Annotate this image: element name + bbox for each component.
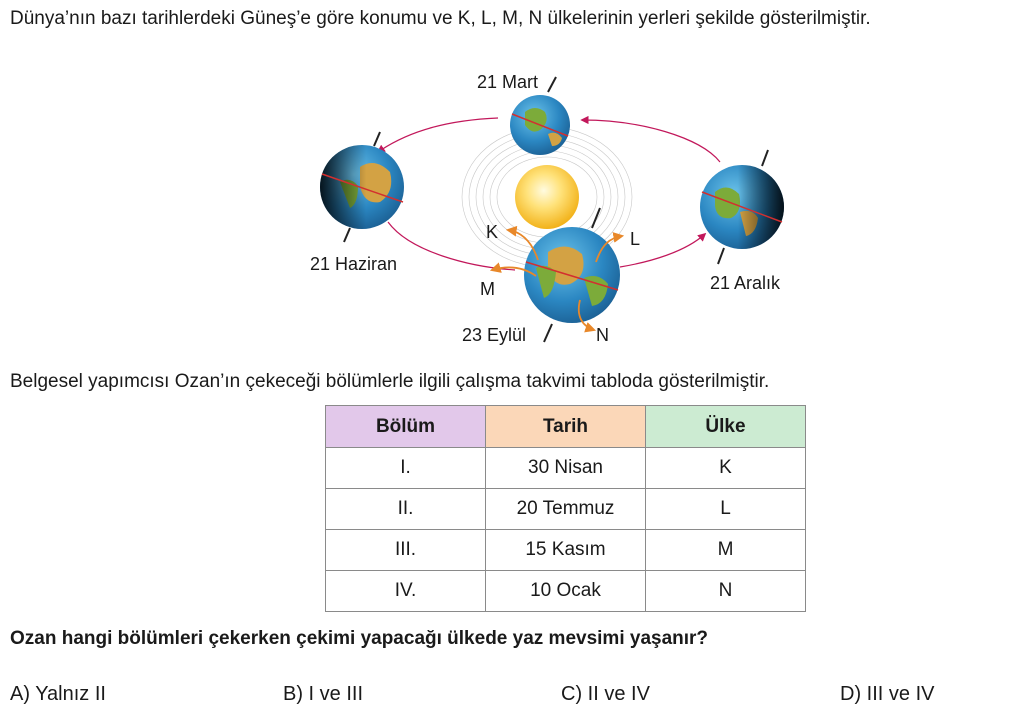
cell-ulke: N — [646, 571, 806, 612]
schedule-table — [325, 405, 806, 612]
cell-ulke: K — [646, 448, 806, 489]
sun — [515, 165, 579, 229]
label-l: L — [630, 229, 641, 249]
label-m: M — [480, 279, 495, 299]
option-a[interactable]: A) Yalnız II — [10, 683, 106, 705]
intro-text: Dünya’nın bazı tarihlerdeki Güneş’e göre konumu ve K, L, M, N ülkelerinin yerleri şekilde gösterilmiştir. — [10, 8, 871, 29]
label-21-aralik: 21 Aralık — [710, 273, 781, 293]
table-row — [326, 571, 806, 612]
table-header-row — [326, 406, 806, 448]
label-k: K — [486, 222, 499, 242]
cell-bolum: II. — [326, 489, 486, 530]
cell-ulke: L — [646, 489, 806, 530]
cell-tarih: 15 Kasım — [486, 530, 646, 571]
option-d[interactable]: D) III ve IV — [840, 683, 935, 705]
header-tarih: Tarih — [486, 406, 646, 448]
cell-bolum: I. — [326, 448, 486, 489]
header-bolum: Bölüm — [326, 406, 486, 448]
cell-ulke: M — [646, 530, 806, 571]
label-21-mart: 21 Mart — [477, 72, 539, 92]
earth-eylul — [524, 208, 620, 342]
option-b[interactable]: B) I ve III — [283, 683, 364, 705]
question-text: Ozan hangi bölümleri çekerken çekimi yapacağı ülkede yaz mevsimi yaşanır? — [10, 628, 709, 649]
cell-tarih: 20 Temmuz — [486, 489, 646, 530]
table-row — [326, 489, 806, 530]
header-ulke: Ülke — [646, 406, 806, 448]
schedule-intro-text: Belgesel yapımcısı Ozan’ın çekeceği bölümlerle ilgili çalışma takvimi tabloda gösterilmiştir. — [10, 371, 770, 392]
cell-tarih: 10 Ocak — [486, 571, 646, 612]
cell-bolum: III. — [326, 530, 486, 571]
earth-aralik — [700, 150, 784, 264]
cell-bolum: IV. — [326, 571, 486, 612]
option-c[interactable]: C) II ve IV — [561, 683, 650, 705]
label-21-haziran: 21 Haziran — [310, 254, 398, 274]
table-row — [326, 448, 806, 489]
earth-orbit-diagram — [300, 62, 830, 352]
table-row — [326, 530, 806, 571]
label-n: N — [596, 325, 609, 345]
cell-tarih: 30 Nisan — [486, 448, 646, 489]
label-23-eylul: 23 Eylül — [462, 325, 527, 345]
